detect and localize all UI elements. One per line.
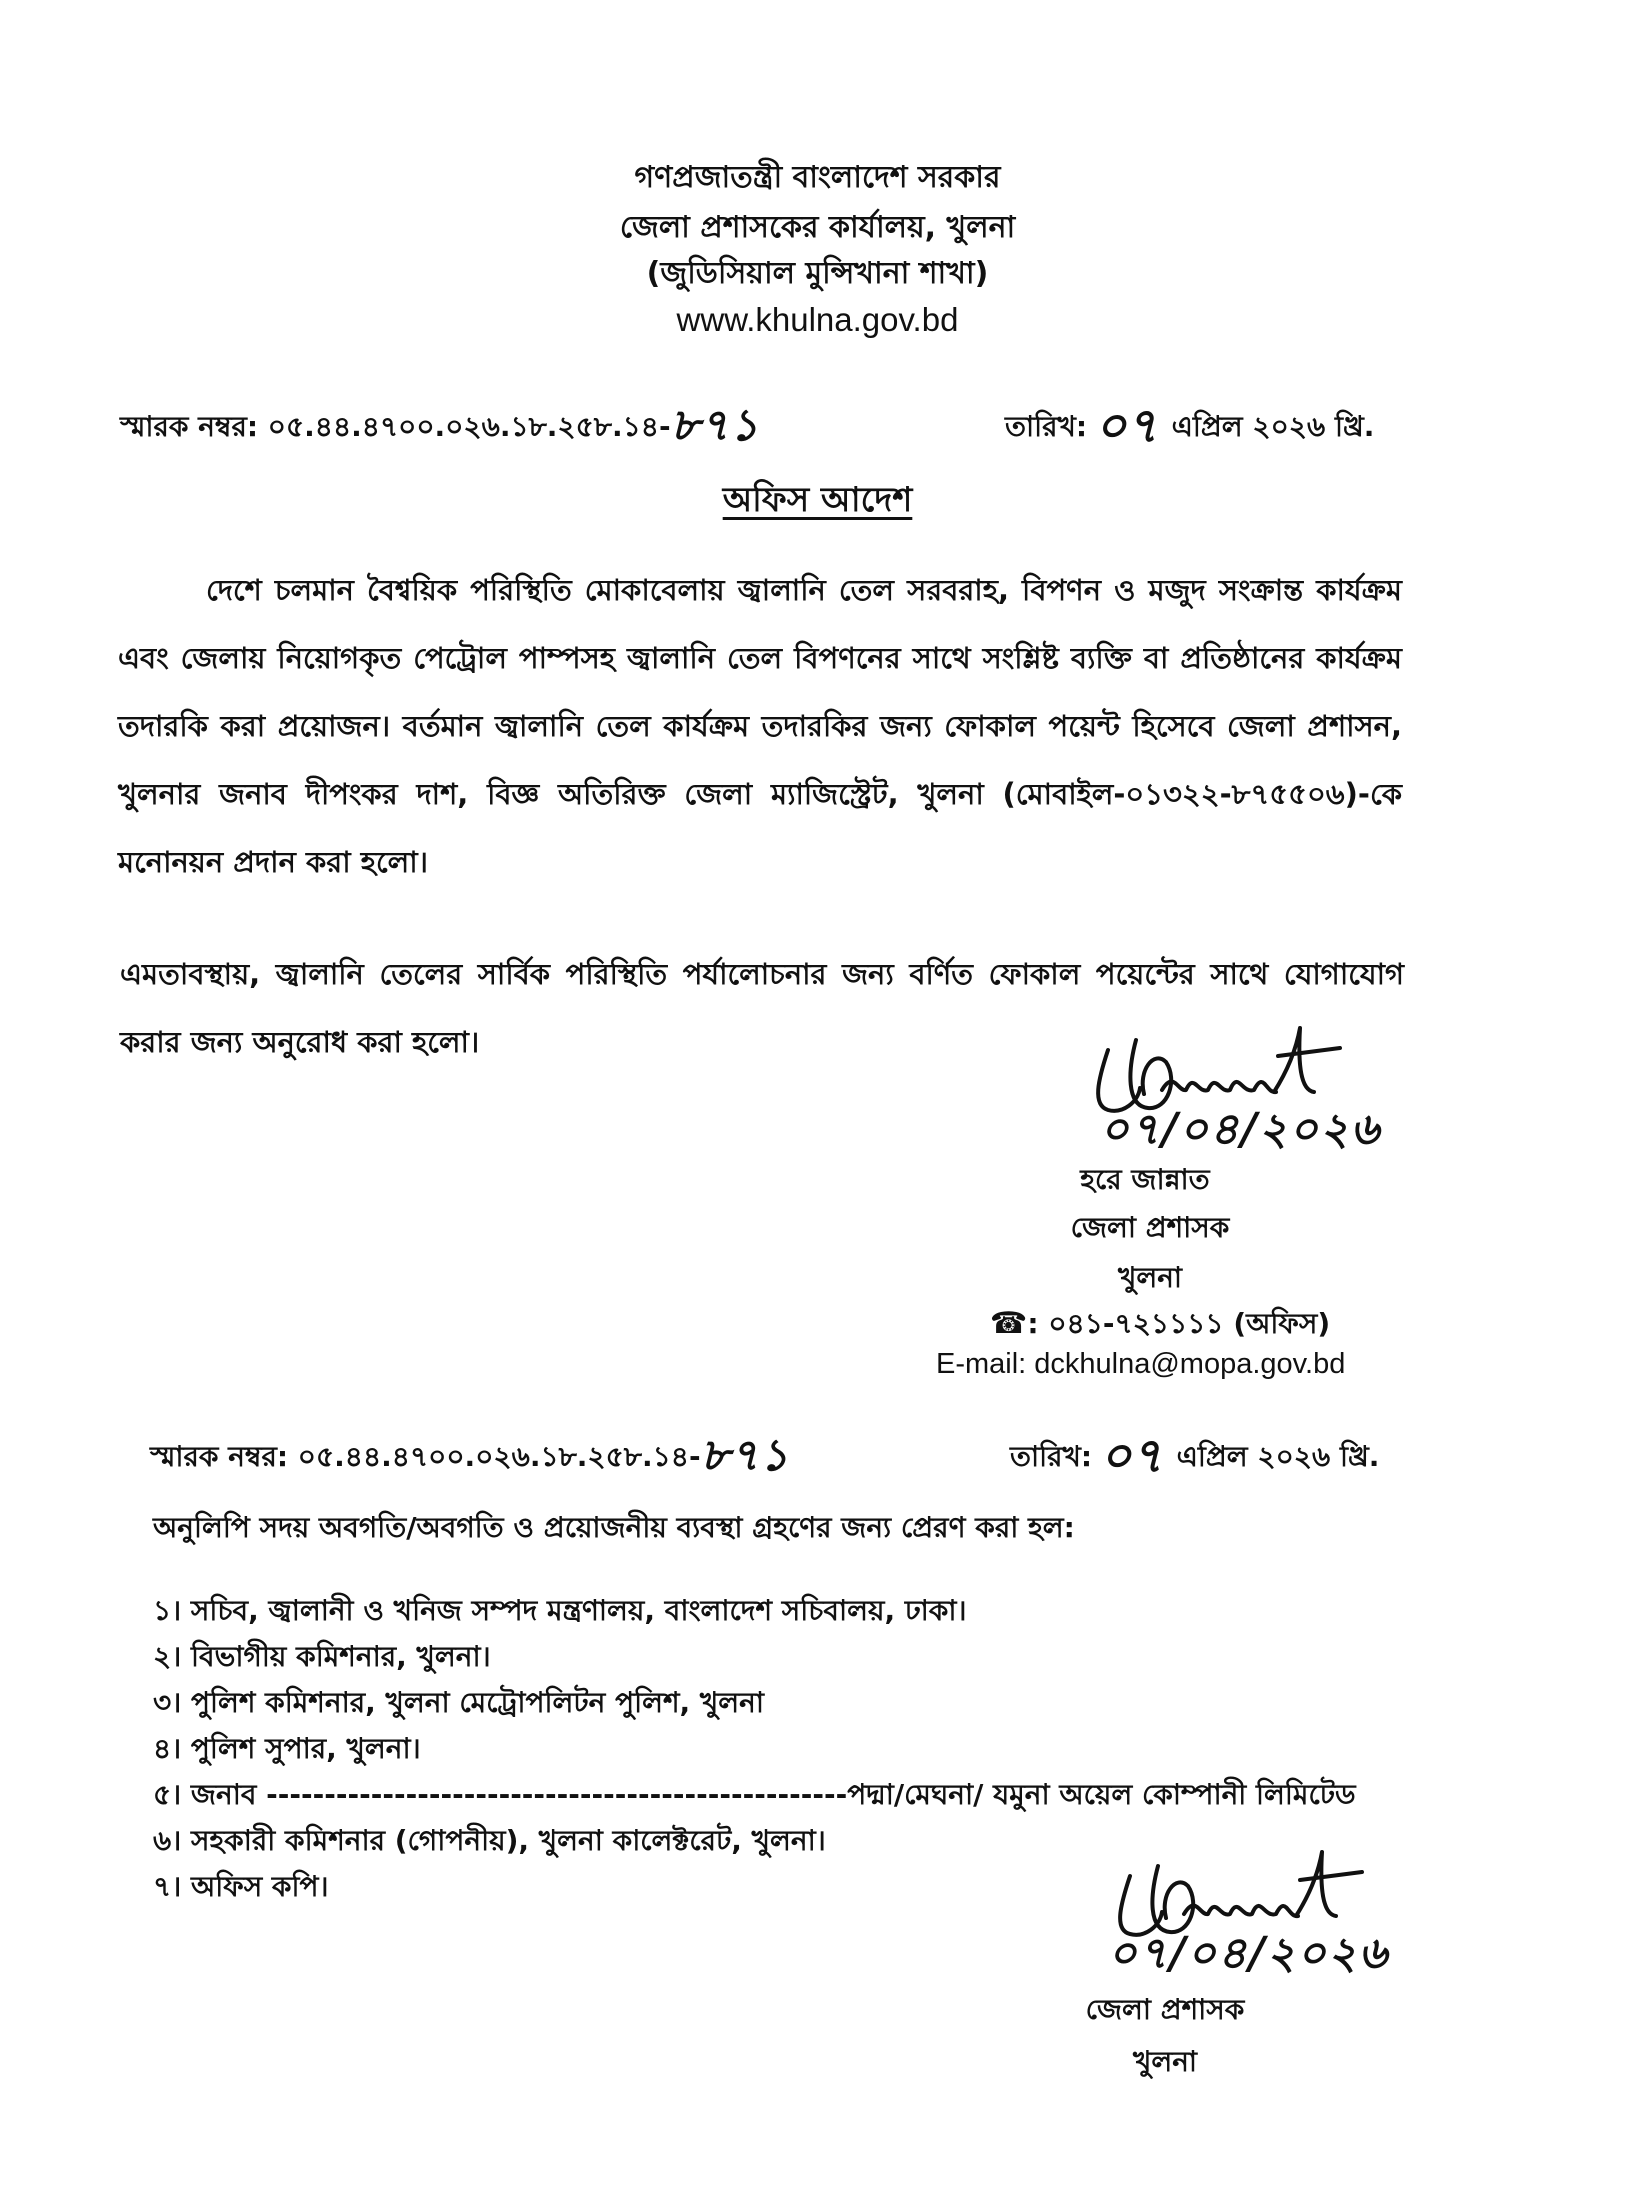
date-day-handwritten: ০৭ — [1100, 1428, 1163, 1484]
date-rest: এপ্রিল ২০২৬ খ্রি. — [1171, 410, 1375, 443]
order-title: অফিস আদেশ — [722, 480, 913, 520]
signature-bottom-date: ০৭/০৪/২০২৬ — [1108, 1928, 1389, 1979]
memo-number-top — [120, 392, 759, 465]
signatory-designation-bottom: জেলা প্রশাসক — [1085, 1993, 1245, 2026]
signatory-district: খুলনা — [1117, 1261, 1183, 1294]
signatory-name: হরে জান্নাত — [1080, 1163, 1210, 1196]
memo-date-top — [1005, 390, 1374, 469]
date-label: তারিখ: — [1010, 1440, 1093, 1473]
website-link[interactable]: www.khulna.gov.bd — [676, 301, 959, 338]
list-item: ৪। পুলিশ সুপার, খুলনা। — [153, 1732, 421, 1765]
memo-number-text: স্মারক নম্বর: ০৫.৪৪.৪৭০০.০২৬.১৮.২৫৮.১৪- — [150, 1440, 701, 1473]
phone-text: : ০৪১-৭২১১১১ (অফিস) — [1027, 1307, 1331, 1340]
memo-number-bottom — [150, 1422, 789, 1495]
email-line[interactable]: E-mail: dckhulna@mopa.gov.bd — [936, 1348, 1346, 1380]
signature-top-date: ০৭/০৪/২০২৬ — [1100, 1104, 1381, 1155]
signatory-district-bottom: খুলনা — [1132, 2045, 1198, 2078]
list-item: ৫। জনাব --------------------------------------------------পদ্মা/মেঘনা/ যমুনা অয়েল কোম্পানী লিমিটেড — [153, 1778, 1356, 1811]
office-name: জেলা প্রশাসকের কার্যালয়, খুলনা — [619, 210, 1016, 245]
memo-number-handwritten: ৮৭১ — [670, 400, 760, 451]
government-name: গণপ্রজাতন্ত্রী বাংলাদেশ সরকার — [634, 160, 1001, 195]
phone-line — [990, 1302, 1330, 1349]
list-item: ২। বিভাগীয় কমিশনার, খুলনা। — [153, 1640, 491, 1673]
branch-name: (জুডিসিয়াল মুন্সিখানা শাখা) — [646, 256, 989, 291]
list-item: ১। সচিব, জ্বালানী ও খনিজ সম্পদ মন্ত্রণালয়, বাংলাদেশ সচিবালয়, ঢাকা। — [153, 1594, 967, 1627]
list-item: ৬। সহকারী কমিশনার (গোপনীয়), খুলনা কালেক্টরেট, খুলনা। — [153, 1824, 826, 1857]
memo-date-bottom — [1010, 1420, 1379, 1499]
memo-number-text: স্মারক নম্বর: ০৫.৪৪.৪৭০০.০২৬.১৮.২৫৮.১৪- — [120, 410, 671, 443]
date-label: তারিখ: — [1005, 410, 1088, 443]
body-paragraph-2: এমতাবস্থায়, জ্বালানি তেলের সার্বিক পরিস্থিতি পর্যালোচনার জন্য বর্ণিত ফোকাল পয়েন্টের সাথে যোগাযোগ করার জন্য অনুরোধ করা হলো। — [120, 957, 1404, 1059]
signatory-designation: জেলা প্রশাসক — [1070, 1211, 1230, 1244]
date-day-handwritten: ০৭ — [1095, 398, 1158, 454]
body-paragraph-1: দেশে চলমান বৈশ্বয়িক পরিস্থিতি মোকাবেলায় জ্বালানি তেল সরবরাহ, বিপণন ও মজুদ সংক্রান্ত কার্যক্রম এবং জেলায় নিয়োগকৃত পেট্রোল পাম্পসহ জ্বালানি তেল বিপণনের সাথে সংশ্লিষ্ট ব্যক্তি বা প্রতিষ্ঠানের কার্যক্রম তদারকি করা প্রয়োজন। বর্তমান জ্বালানি তেল কার্যক্রম তদারকির জন্য ফোকাল পয়েন্ট হিসেবে জেলা প্রশাসন, খুলনার জনাব দীপংকর দাশ, বিজ্ঞ অতিরিক্ত জেলা ম্যাজিস্ট্রেট, খুলনা (মোবাইল-০১৩২২-৮৭৫৫০৬)-কে মনোনয়ন প্রদান করা হলো। — [118, 573, 1403, 879]
list-item: ৭। অফিস কপি। — [153, 1870, 329, 1903]
phone-icon: ☎ — [990, 1306, 1028, 1341]
copy-intro: অনুলিপি সদয় অবগতি/অবগতি ও প্রয়োজনীয় ব্যবস্থা গ্রহণের জন্য প্রেরণ করা হল: — [153, 1511, 1075, 1544]
list-item: ৩। পুলিশ কমিশনার, খুলনা মেট্রোপলিটন পুলিশ, খুলনা — [153, 1686, 764, 1719]
memo-number-handwritten: ৮৭১ — [700, 1430, 790, 1481]
date-rest: এপ্রিল ২০২৬ খ্রি. — [1176, 1440, 1380, 1473]
